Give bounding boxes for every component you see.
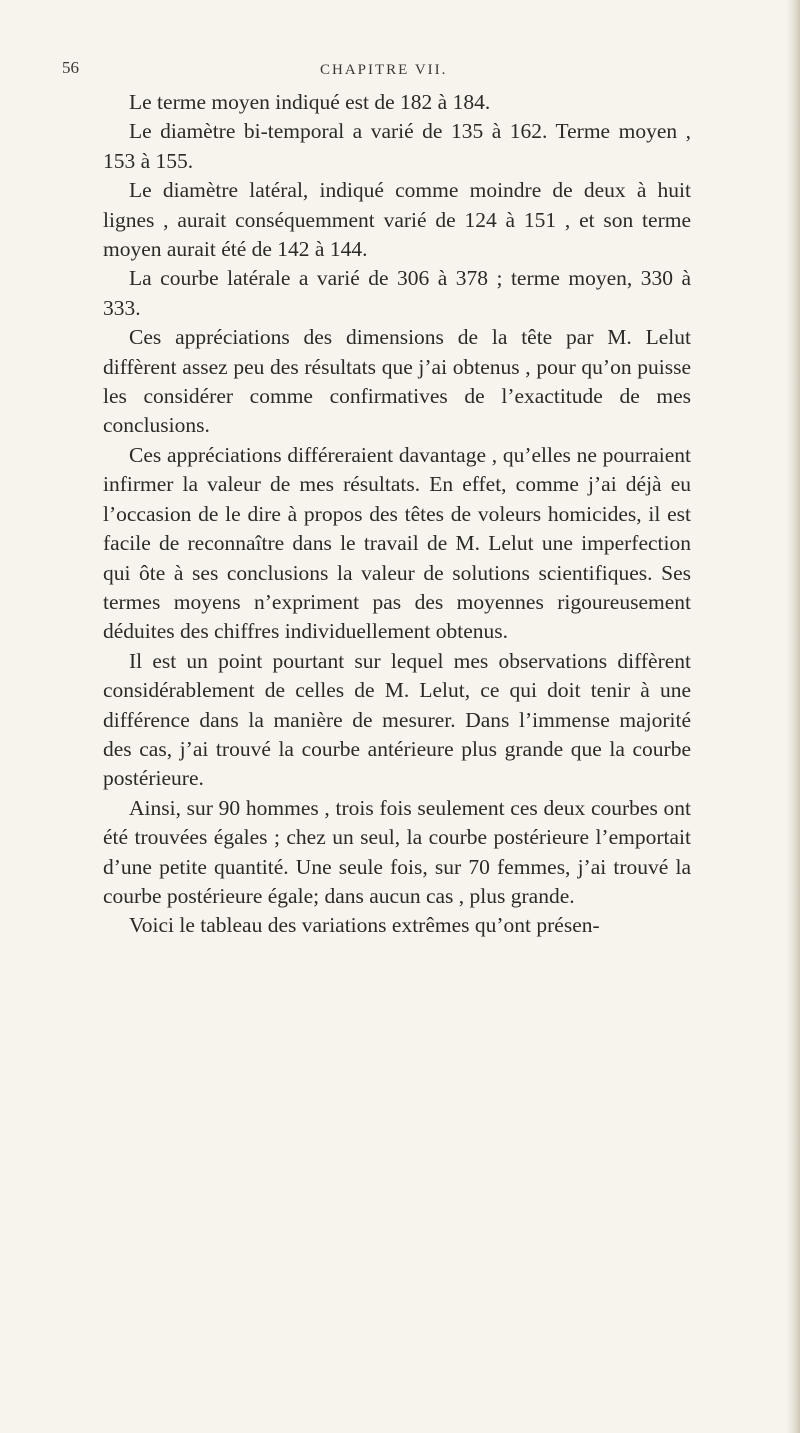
paragraph: Voici le tableau des variations extrêmes qu’ont présen-	[129, 913, 600, 938]
page-number: 56	[62, 58, 79, 77]
paragraph: La courbe latérale a varié de 306 à 378 ; terme moyen, 330 à 333.	[103, 266, 691, 320]
paragraph: Ces appréciations des dimensions de la tête par M. Lelut diffèrent assez peu des résultats que j’ai obtenus , pour qu’on puisse les considérer comme confirmatives de l’exactitude de mes conclusions.	[103, 325, 691, 438]
paragraph: Il est un point pourtant sur lequel mes observations diffèrent considérablement de celles de M. Lelut, ce qui doit tenir à une différence dans la manière de mesurer. Dans l’immense majorité des cas, j’ai trouvé la courbe antérieure plus grande que la courbe postérieure.	[103, 648, 691, 791]
page-header	[0, 58, 800, 84]
page-edge-shadow	[786, 0, 800, 1433]
paragraph: Ces appréciations différeraient davantage , qu’elles ne pourraient infirmer la valeur de mes résultats. En effet, comme j’ai déjà eu l’occasion de le dire à propos des têtes de voleurs homicides, il est facile de reconnaître dans le travail de M. Lelut une imperfection qui ôte à ses conclusions la valeur de solutions scientifiques. Ses termes moyens n’expriment pas des moyennes rigoureusement déduites des chiffres individuellement obtenus.	[103, 442, 691, 644]
paragraph: Le terme moyen indiqué est de 182 à 184.	[129, 90, 491, 114]
paragraph: Ainsi, sur 90 hommes , trois fois seulement ces deux courbes ont été trouvées égales ; chez un seul, la courbe postérieure l’emportait d’une petite quantité. Une seule fois, sur 70 femmes, j’ai trouvé la courbe postérieure égale; dans aucun cas , plus grande.	[103, 795, 691, 908]
text-body	[103, 88, 691, 941]
running-head: CHAPITRE VII.	[320, 62, 448, 78]
paragraph: Le diamètre bi-temporal a varié de 135 à 162. Terme moyen , 153 à 155.	[103, 119, 691, 173]
paragraph: Le diamètre latéral, indiqué comme moindre de deux à huit lignes , aurait conséquemment varié de 124 à 151 , et son terme moyen aurait été de 142 à 144.	[103, 178, 691, 262]
